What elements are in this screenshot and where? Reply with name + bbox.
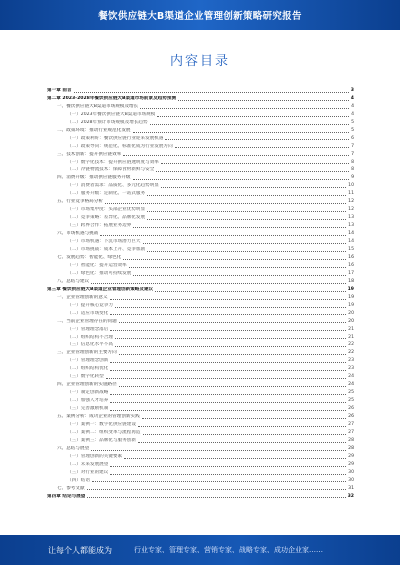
toc-entry-text: 六、总结与展望 [57,445,90,451]
toc-entry-page: 13 [348,215,354,221]
toc-leader-dots [110,314,346,315]
toc-leader-dots [133,179,350,180]
toc-entry-page: 30 [348,469,354,475]
toc-entry[interactable] [47,356,354,364]
toc-entry-text: 一、餐饮供应链大B渠道市场规模及增长 [57,103,139,109]
toc-entry[interactable] [47,189,354,197]
toc-leader-dots [87,489,347,490]
toc-entry-page: 19 [347,286,354,292]
toc-entry[interactable] [47,468,354,476]
toc-entry[interactable] [47,245,354,253]
toc-entry[interactable] [47,134,354,142]
toc-entry-page: 14 [348,231,354,237]
toc-leader-dots [156,171,349,172]
toc-entry-page: 4 [351,103,354,109]
toc-entry[interactable] [47,118,354,126]
toc-leader-dots [91,450,346,451]
toc-entry[interactable] [47,484,354,492]
toc-leader-dots [138,442,346,443]
toc-entry-page: 30 [348,477,354,483]
toc-leader-dots [87,497,345,498]
toc-entry-page: 25 [348,390,354,396]
toc-heading: 内容目录 [169,54,230,69]
toc-entry[interactable] [47,348,354,356]
toc-entry-text: （一）管理创新的关键要素 [67,453,123,459]
toc-entry-page: 27 [348,429,354,435]
toc-leader-dots [140,108,349,109]
toc-entry-page: 5 [351,127,354,133]
toc-entry-text: 五、行业竞争格局分析 [57,199,103,205]
toc-entry[interactable] [47,142,354,150]
toc-entry-text: （一）消费者需求：品质化、多元化趋势明显 [67,183,159,189]
toc-entry[interactable] [47,492,354,500]
toc-entry-text: 二、当前企业管理存在的问题 [57,318,117,324]
toc-entry-text: 七、参考文献 [57,485,85,491]
toc-entry[interactable] [47,205,354,213]
toc-entry-page: 26 [348,406,354,412]
toc-entry-text: （二）政策导向：规范化、标准化成为行业发展方向 [67,143,173,149]
toc-entry-page: 29 [348,453,354,459]
toc-entry-text: （一）市场集中度：头部企业优势明显 [67,207,146,213]
toc-leader-dots [100,235,346,236]
toc-entry[interactable] [47,301,354,309]
toc-entry-text: （二）组织结构不合理 [67,334,113,340]
toc-entry-text: （三）对行业的建议 [67,469,109,475]
toc-entry[interactable] [47,325,354,333]
toc-entry[interactable] [47,293,354,301]
toc-entry-page: 13 [348,223,354,229]
toc-entry-page: 22 [348,342,354,348]
toc-entry-text: （一）政策利好：餐饮供应链行业迎来发展机遇 [67,135,164,141]
toc-leader-dots [91,283,346,284]
toc-leader-dots [165,139,349,140]
toc-leader-dots [133,275,346,276]
toc-entry-page: 24 [348,382,354,388]
toc-entry-page: 19 [348,294,354,300]
toc-entry[interactable] [47,253,354,261]
toc-entry-text: （一）智能化：提升运营效率 [67,262,127,268]
toc-entry-page: 27 [348,421,354,427]
toc-entry-page: 21 [348,334,354,340]
toc-entry[interactable] [47,444,354,452]
toc-entry-page: 7 [351,143,354,149]
toc-entry-text: （一）案例一：数字化供应链建设 [67,421,136,427]
toc-leader-dots [110,330,346,331]
toc-entry[interactable] [47,221,354,229]
toc-entry-text: 一、企业管理创新的意义 [57,294,108,300]
report-footer [0,535,400,565]
toc-entry[interactable] [47,380,354,388]
toc-leader-dots [143,243,347,244]
toc-entry[interactable] [47,150,354,158]
toc-entry-page: 20 [348,310,354,316]
toc-entry-page: 29 [348,461,354,467]
toc-entry-text: 第二章 2023-2028年餐饮供应链大B渠道市场前景及趋势预测 [47,95,177,101]
toc-leader-dots [110,370,346,371]
toc-list [47,86,354,500]
toc-entry-page: 18 [348,278,354,284]
toc-entry-page: 23 [348,358,354,364]
toc-leader-dots [119,322,346,323]
toc-entry-text: （一）数字化技术：提升供应链透明度与效率 [67,159,159,165]
toc-entry-text: （三）信息化水平不高 [67,342,113,348]
report-header [0,0,400,30]
toc-entry-page: 21 [348,326,354,332]
toc-entry-text: 二、政策环境：推动行业规范化发展 [57,127,131,133]
toc-entry-text: 五、案例分析：成功企业的管理创新实践 [57,414,140,420]
toc-entry-page: 14 [348,239,354,245]
toc-entry-page: 22 [348,350,354,356]
toc-entry[interactable] [47,94,354,102]
toc-leader-dots [143,434,347,435]
toc-entry-page: 10 [348,183,354,189]
toc-entry-text: （二）2028年预计市场规模及增长趋势 [67,119,148,125]
toc-entry-text: 第一章 前言 [47,87,72,93]
toc-leader-dots [133,132,350,133]
toc-entry-page: 9 [351,175,354,181]
toc-leader-dots [74,92,349,93]
toc-entry[interactable] [47,277,354,285]
toc-entry-text: 八、总结与建议 [57,278,90,284]
toc-leader-dots [150,124,349,125]
toc-entry[interactable] [47,197,354,205]
toc-entry[interactable] [47,452,354,460]
toc-entry-text: （二）组织结构优化 [67,366,109,372]
toc-entry-text: （二）服务升级：定制化、一站式服务 [67,191,146,197]
toc-leader-dots [110,299,347,300]
toc-entry-text: （三）数字化转型 [67,374,104,380]
toc-entry-page: 8 [351,167,354,173]
toc-entry-page: 15 [348,247,354,253]
toc-leader-dots [161,187,346,188]
toc-entry-text: （一）管理理念落后 [67,326,109,332]
toc-entry-page: 4 [351,111,354,117]
toc-entry-page: 28 [348,445,354,451]
toc-leader-dots [115,307,346,308]
toc-entry-page: 32 [347,493,354,499]
toc-leader-dots [123,259,346,260]
toc-entry[interactable] [47,173,354,181]
toc-entry[interactable] [47,476,354,484]
toc-leader-dots [105,203,346,204]
toc-leader-dots [147,251,346,252]
toc-entry[interactable] [47,166,354,174]
toc-leader-dots [110,466,346,467]
toc-entry[interactable] [47,110,354,118]
toc-entry-text: 七、发展趋势：智能化、绿色化 [57,254,122,260]
toc-entry[interactable] [47,269,354,277]
toc-entry-text: 三、企业管理创新的主要方向 [57,350,117,356]
toc-entry[interactable] [47,428,354,436]
toc-entry-text: （二）未来发展展望 [67,461,109,467]
toc-entry-text: （三）案例三：品牌化与服务创新 [67,437,136,443]
toc-entry-page: 7 [351,151,354,157]
toc-entry[interactable] [47,364,354,372]
toc-leader-dots [110,362,346,363]
toc-entry-text: （三）完善激励机制 [67,406,109,412]
toc-entry-page: 12 [348,207,354,213]
toc-entry-page: 23 [348,366,354,372]
toc-entry-page: 6 [351,135,354,141]
toc-entry-text: （一）提升核心竞争力 [67,302,113,308]
toc-entry[interactable] [47,341,354,349]
toc-entry-page: 28 [348,437,354,443]
toc-leader-dots [123,155,349,156]
toc-entry-text: （二）加强人才培养 [67,398,109,404]
toc-entry-text: （一）制定创新战略 [67,390,109,396]
toc-entry[interactable] [47,372,354,380]
toc-entry-page: 20 [348,318,354,324]
toc-leader-dots [115,346,346,347]
toc-entry[interactable] [47,460,354,468]
toc-entry[interactable] [47,317,354,325]
toc-leader-dots [119,386,346,387]
toc-leader-dots [119,354,346,355]
toc-leader-dots [147,211,346,212]
toc-entry-page: 8 [351,159,354,165]
toc-leader-dots [106,378,346,379]
toc-entry-text: 第三章 餐饮供应链大B渠道企业管理创新策略及建议 [47,286,154,292]
toc-leader-dots [115,338,346,339]
toc-entry[interactable] [47,158,354,166]
toc-entry-text: （一）市场机遇：下沉市场潜力巨大 [67,239,141,245]
toc-leader-dots [129,267,346,268]
toc-entry-text: （三）跨界合作：拓展业务边界 [67,223,132,229]
toc-entry-text: 四、消费升级：推动供应链服务升级 [57,175,131,181]
toc-leader-dots [110,402,346,403]
toc-entry-text: （二）竞争策略：差异化、品牌化发展 [67,215,146,221]
toc-leader-dots [155,291,345,292]
toc-entry-text: （二）绿色化：推动可持续发展 [67,270,132,276]
toc-leader-dots [142,418,346,419]
toc-leader-dots [147,195,346,196]
toc-entry-page: 25 [348,398,354,404]
toc-leader-dots [147,219,346,220]
toc-entry[interactable] [47,309,354,317]
toc-entry[interactable] [47,181,354,189]
toc-entry-page: 26 [348,414,354,420]
toc-entry-text: （二）冷链物流技术：保障食材新鲜与安全 [67,167,155,173]
toc-entry[interactable] [47,333,354,341]
toc-entry-page: 4 [350,95,354,101]
toc-entry[interactable] [47,396,354,404]
toc-entry-text: （一）管理理念创新 [67,358,109,364]
toc-entry-page: 5 [351,119,354,125]
toc-entry-page: 31 [348,485,354,491]
toc-entry-text: （二）案例二：组织变革与流程再造 [67,429,141,435]
toc-entry-page: 16 [348,254,354,260]
footer-slogan: 让每个人都能成为 [48,545,112,555]
toc-entry-text: （二）适应市场变化 [67,310,109,316]
toc-entry[interactable] [47,388,354,396]
toc-entry[interactable] [47,237,354,245]
toc-entry-page: 11 [348,191,354,197]
toc-entry[interactable] [47,420,354,428]
toc-entry-text: 三、技术创新：提升供应链效率 [57,151,122,157]
toc-leader-dots [157,116,349,117]
toc-entry-text: （二）市场挑战：成本上升、竞争加剧 [67,247,146,253]
toc-entry[interactable] [47,404,354,412]
toc-leader-dots [133,227,346,228]
toc-leader-dots [138,426,346,427]
toc-entry-page: 17 [348,270,354,276]
toc-leader-dots [161,163,349,164]
toc-entry[interactable] [47,102,354,110]
toc-leader-dots [92,481,346,482]
toc-leader-dots [124,458,346,459]
toc-leader-dots [110,474,346,475]
toc-entry[interactable] [47,213,354,221]
toc-leader-dots [178,100,349,101]
toc-entry-page: 19 [348,302,354,308]
toc-entry-page: 16 [348,262,354,268]
toc-entry-text: 六、市场机遇与挑战 [57,231,99,237]
toc-entry-text: 第四章 结论与展望 [47,493,86,499]
toc-entry-page: 3 [350,87,354,93]
toc-entry[interactable] [47,285,354,293]
toc-entry-page: 12 [348,199,354,205]
toc-entry-page: 24 [348,374,354,380]
toc-entry-text: （四）结语 [67,477,90,483]
toc-entry-text: 四、企业管理创新的实施路径 [57,382,117,388]
toc-entry[interactable] [47,126,354,134]
toc-entry[interactable] [47,261,354,269]
toc-leader-dots [110,394,346,395]
toc-entry[interactable] [47,412,354,420]
footer-roles: 行业专家、管理专家、营销专家、战略专家、成功企业家…… [134,546,323,554]
toc-entry[interactable] [47,436,354,444]
report-title: 餐饮供应链大B渠道企业管理创新策略研究报告 [98,11,302,22]
toc-entry-text: （一）2023年餐饮供应链大B渠道市场规模 [67,111,156,117]
toc-entry[interactable] [47,86,354,94]
toc-entry[interactable] [47,229,354,237]
toc-leader-dots [110,410,346,411]
toc-leader-dots [175,147,349,148]
